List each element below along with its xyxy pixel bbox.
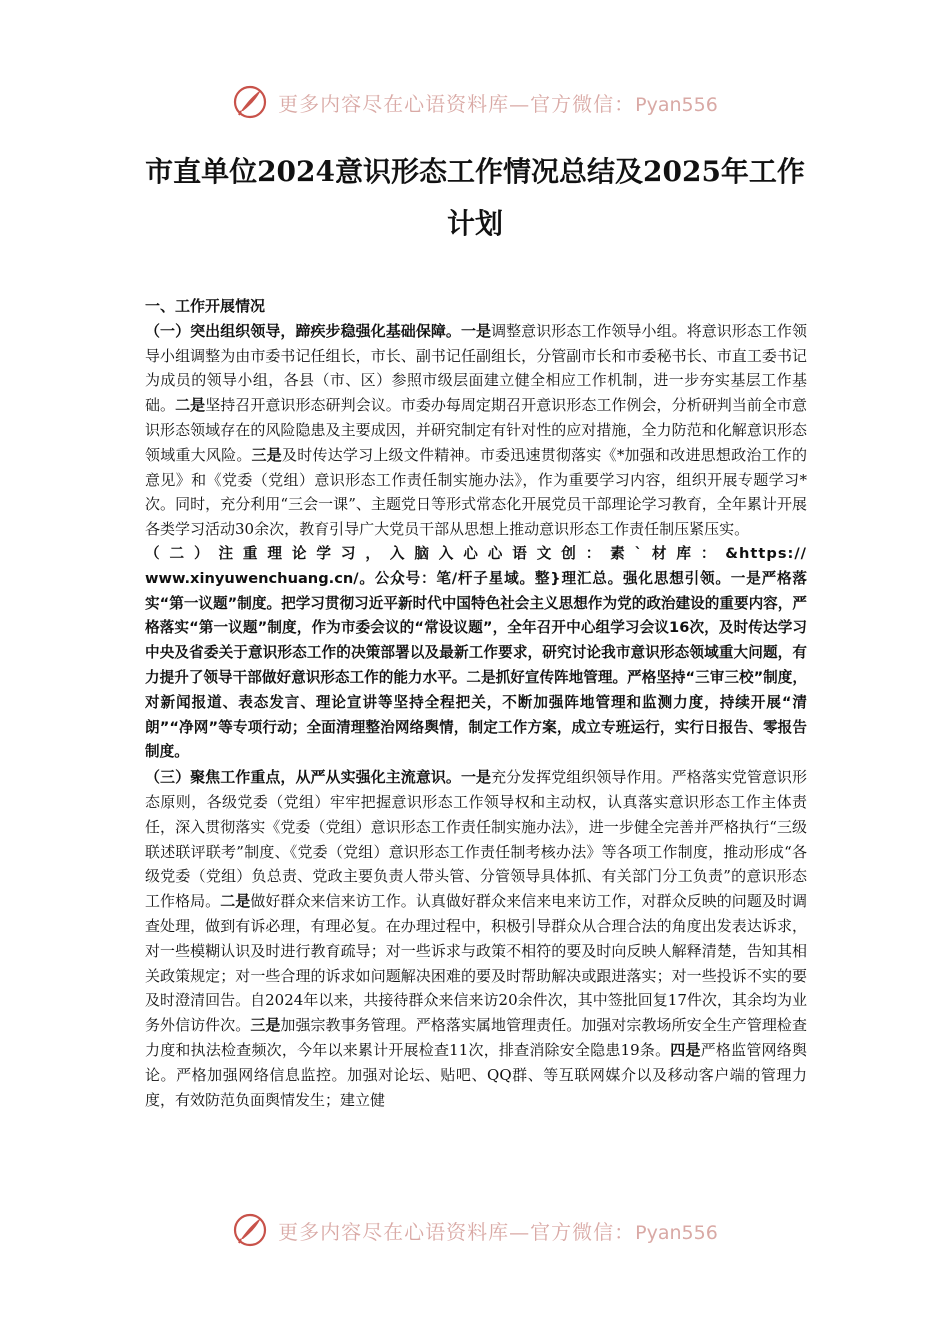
paragraph-lead: （三）聚焦工作重点，从严从实强化主流意识。 xyxy=(145,768,461,787)
wechat-id: Pyan556 xyxy=(635,1221,718,1244)
header-banner-text: 更多内容尽在心语资料库—官方微信：Pyan556 xyxy=(278,91,718,116)
footer-banner-text: 更多内容尽在心语资料库—官方微信：Pyan556 xyxy=(278,1219,718,1244)
document-body xyxy=(145,294,807,1112)
quill-logo-icon xyxy=(232,1212,268,1248)
paragraph-lead: （一）突出组织领导，蹄疾步稳强化基础保障。 xyxy=(145,321,461,340)
document-title: 市直单位2024意识形态工作情况总结及2025年工作计划 xyxy=(145,155,805,240)
paragraph-3: （三）聚焦工作重点，从严从实强化主流意识。一是充分发挥党组织领导作用。严格落实党管意识形态原则，各级党委（党组）牢牢把握意识形态工作领导权和主动权，认真落实意识形态工作主体责任，深入贯彻落实《党委（党组）意识形态工作责任制实施办法》，进一步健全完善并严格执行“三级联述联评联考”制度、《党委（党组）意识形态工作责任制考核办法》等各项工作制度，推动形成“各级党委（党组）负总责、党政主要负责人带头管、分管领导具体抓、有关部门分工负责”的意识形态工作格局。二是做好群众来信来访工作。认真做好群众来信来电来访工作，对群众反映的问题及时调查处理，做到有诉必理，有理必复。在办理过程中，积极引导群众从合理合法的角度出发表达诉求，对一些模糊认识及时进行教育疏导；对一些诉求与政策不相符的要及时向反映人解释清楚，告知其相关政策规定；对一些合理的诉求如问题解决困难的要及时帮助解决或跟进落实；对一些投诉不实的要及时澄清回告。自2024年以来，共接待群众来信来访20余件次，其中签批回复17件次，其余均为业务外信访件次。三是加强宗教事务管理。严格落实属地管理责任。加强对宗教场所安全生产管理检查力度和执法检查频次，今年以来累计开展检查11次，排查消除安全隐患19条。四是严格监管网络舆论。严格加强网络信息监控。加强对论坛、贴吧、QQ群、等互联网媒介以及移动客户端的管理力度，有效防范负面舆情发生；建立健 xyxy=(145,768,807,1109)
paragraph-2: www.xinyuwenchuang.cn/。公众号：笔/杆子星域。整}理汇总。强化思想引领。一是严格落实“第一议题”制度。把学习贯彻习近平新时代中国特色社会主义思想作为党的政治建设的重要内容，严格落实“第一议题”制度，作为市委会议的“常设议题”，全年召开中心组学习会议16次，及时传达学习中央及省委关于意识形态工作的决策部署以及最新工作要求，研究讨论我市意识形态领域重大问题，有力提升了领导干部做好意识形态工作的能力水平。二是抓好宣传阵地管理。严格坚持“三审三校”制度，对新闻报道、表态发言、理论宣讲等坚持全程把关，不断加强阵地管理和监测力度，持续开展“清朗”“净网”等专项行动；全面清理整治网络舆情，制定工作方案，成立专班运行，实行日报告、零报告制度。 xyxy=(145,569,807,761)
section-heading: 一、工作开展情况 xyxy=(145,297,266,315)
quill-logo-icon xyxy=(232,84,268,120)
paragraph-2-first-line: （二）注重理论学习，入脑入心心语文创：素`材库：&https:// xyxy=(145,544,807,562)
footer-banner xyxy=(0,1208,950,1252)
paragraph-1: （一）突出组织领导，蹄疾步稳强化基础保障。一是调整意识形态工作领导小组。将意识形态工作领导小组调整为由市委书记任组长，市长、副书记任副组长，分管副市长和市委秘书长、市直工委书记为成员的领导小组，各县（市、区）参照市级层面建立健全相应工作机制，进一步夯实基层工作基础。二是坚持召开意识形态研判会议。市委办每周定期召开意识形态工作例会，分析研判当前全市意识形态领域存在的风险隐患及主要成因，并研究制定有针对性的应对措施，全力防范和化解意识形态领域重大风险。三是及时传达学习上级文件精神。市委迅速贯彻落实《*加强和改进思想政治工作的意见》和《党委（党组）意识形态工作责任制实施办法》，作为重要学习内容，组织开展专题学习*次。同时，充分利用“三会一课”、主题党日等形式常态化开展党员干部理论学习教育，全年累计开展各类学习活动30余次，教育引导广大党员干部从思想上推动意识形态工作责任制压紧压实。 xyxy=(145,321,807,539)
wechat-id: Pyan556 xyxy=(635,93,718,116)
header-banner xyxy=(0,80,950,124)
